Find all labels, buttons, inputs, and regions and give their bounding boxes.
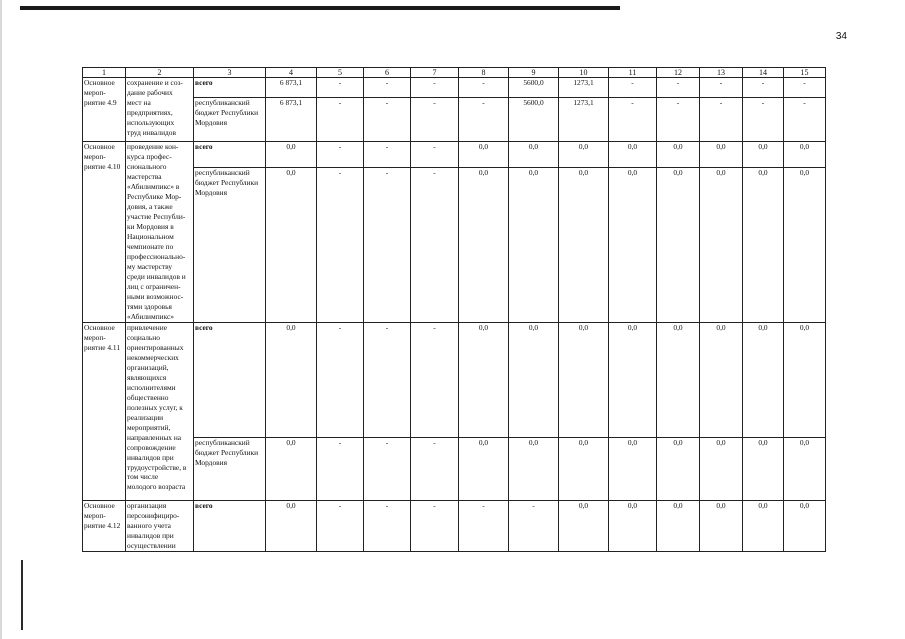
value-cell: - [459,98,509,142]
value-cell: - [364,167,411,322]
value-cell: - [459,78,509,98]
value-cell: 0,0 [609,142,657,168]
event-code: Основное мероп- риятие 4.11 [83,322,126,500]
value-cell: 0,0 [743,500,784,551]
event-description: организация персонифициро- ванного учета инвалидов при осуществлении [126,500,194,551]
table-row [83,98,826,142]
value-cell: 0,0 [509,437,559,500]
column-number: 11 [609,68,657,78]
value-cell: 0,0 [700,500,743,551]
value-cell: 0,0 [700,167,743,322]
value-cell: 0,0 [657,500,700,551]
value-cell: 0,0 [784,322,826,437]
event-description: сохранение и соз- дание рабочих мест на предприятиях, использующих труд инвалидов [126,78,194,142]
value-cell: 0,0 [743,167,784,322]
value-cell: 0,0 [743,142,784,168]
table-row [83,167,826,322]
value-cell: - [509,500,559,551]
funding-source: республиканский бюджет Республики Мордовия [194,167,266,322]
table-row [83,142,826,168]
column-number: 13 [700,68,743,78]
value-cell: 1273,1 [559,98,609,142]
column-number: 6 [364,68,411,78]
table-row [83,437,826,500]
value-cell: 6 873,1 [266,98,317,142]
column-number: 2 [126,68,194,78]
value-cell: 6 873,1 [266,78,317,98]
value-cell: 1273,1 [559,78,609,98]
value-cell: 0,0 [784,437,826,500]
value-cell: 0,0 [784,500,826,551]
value-cell: - [411,322,459,437]
value-cell: - [364,142,411,168]
value-cell: - [317,98,364,142]
value-cell: 0,0 [657,322,700,437]
value-cell: 0,0 [509,322,559,437]
value-cell: 0,0 [459,322,509,437]
value-cell: - [317,322,364,437]
value-cell: 0,0 [559,322,609,437]
value-cell: 0,0 [266,167,317,322]
value-cell: - [317,437,364,500]
value-cell: - [411,167,459,322]
value-cell: 0,0 [657,167,700,322]
column-number: 3 [194,68,266,78]
value-cell: - [364,437,411,500]
value-cell: 0,0 [459,142,509,168]
column-number: 8 [459,68,509,78]
value-cell: 0,0 [609,437,657,500]
value-cell: 0,0 [559,437,609,500]
value-cell: - [411,500,459,551]
value-cell: 0,0 [657,142,700,168]
column-number: 7 [411,68,459,78]
funding-source: всего [194,500,266,551]
value-cell: - [364,322,411,437]
value-cell: - [609,78,657,98]
event-code: Основное мероп- риятие 4.12 [83,500,126,551]
value-cell: 0,0 [743,437,784,500]
value-cell: - [364,500,411,551]
value-cell: 0,0 [266,322,317,437]
value-cell: - [743,98,784,142]
column-number: 1 [83,68,126,78]
column-number-row [83,68,826,78]
event-description: проведение кон- курса профес- сионального мастерства «Абилимпикс» в Республике Мор- довия, а также участие Республи- ки Мордовия в Национальном чемпионате по профессионально- му мастерству среди инвалидов и лиц с ограничен- ными возможнос- тями здоровья «Абилимпикс» [126,142,194,323]
funding-source: всего [194,142,266,168]
value-cell: 0,0 [509,167,559,322]
value-cell: - [411,437,459,500]
event-description: привлечение социально ориентированных некоммерческих организаций, являющихся исполнителями общественно полезных услуг, к реализации мероприятий, направленных на сопровождение инвалидов при трудоустройстве, в том числе молодого возраста [126,322,194,500]
table-row [83,78,826,98]
value-cell: 0,0 [459,167,509,322]
value-cell: 0,0 [266,142,317,168]
value-cell: 0,0 [509,142,559,168]
value-cell: - [700,98,743,142]
table-row [83,500,826,551]
value-cell: 0,0 [609,500,657,551]
value-cell: 0,0 [459,437,509,500]
value-cell: 0,0 [700,437,743,500]
budget-table [82,67,826,552]
value-cell: - [657,98,700,142]
value-cell: - [459,500,509,551]
value-cell: 0,0 [784,142,826,168]
scan-edge-left [0,0,2,639]
column-number: 4 [266,68,317,78]
value-cell: 0,0 [559,142,609,168]
value-cell: 0,0 [743,322,784,437]
value-cell: - [317,142,364,168]
value-cell: - [411,98,459,142]
value-cell: 0,0 [266,500,317,551]
event-code: Основное мероп- риятие 4.10 [83,142,126,323]
funding-source: всего [194,322,266,437]
value-cell: - [411,142,459,168]
value-cell: - [784,98,826,142]
value-cell: 0,0 [784,167,826,322]
value-cell: - [743,78,784,98]
value-cell: 0,0 [700,322,743,437]
value-cell: - [364,98,411,142]
value-cell: - [317,167,364,322]
value-cell: - [700,78,743,98]
value-cell: - [364,78,411,98]
value-cell: - [317,78,364,98]
value-cell: - [609,98,657,142]
funding-source: республиканский бюджет Республики Мордовия [194,98,266,142]
value-cell: 0,0 [266,437,317,500]
value-cell: - [317,500,364,551]
column-number: 15 [784,68,826,78]
page-number: 34 [835,31,847,42]
column-number: 5 [317,68,364,78]
funding-source: республиканский бюджет Республики Мордовия [194,437,266,500]
value-cell: 0,0 [700,142,743,168]
value-cell: 5600,0 [509,98,559,142]
funding-source: всего [194,78,266,98]
value-cell: - [411,78,459,98]
value-cell: 0,0 [609,322,657,437]
event-code: Основное мероп- риятие 4.9 [83,78,126,142]
value-cell: - [657,78,700,98]
table-row [83,322,826,437]
value-cell: - [784,78,826,98]
scan-edge-mark [21,560,23,630]
column-number: 9 [509,68,559,78]
column-number: 12 [657,68,700,78]
column-number: 14 [743,68,784,78]
value-cell: 0,0 [657,437,700,500]
value-cell: 5600,0 [509,78,559,98]
value-cell: 0,0 [559,500,609,551]
scan-edge-top [20,6,620,10]
value-cell: 0,0 [609,167,657,322]
column-number: 10 [559,68,609,78]
value-cell: 0,0 [559,167,609,322]
